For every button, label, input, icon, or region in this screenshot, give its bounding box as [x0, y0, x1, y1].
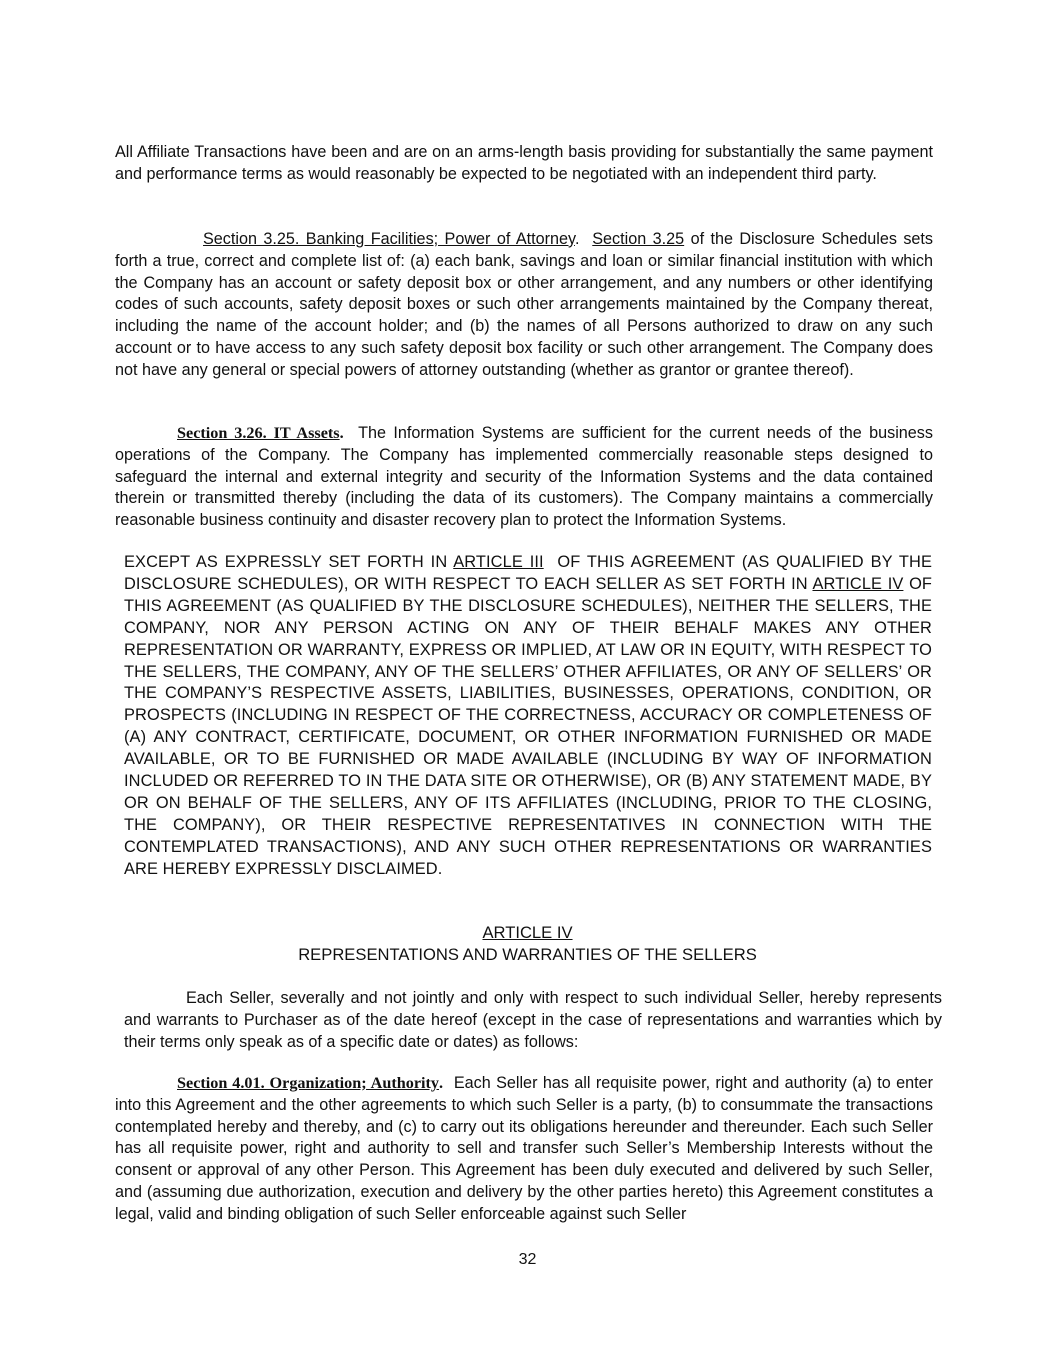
article-iii-reference: ARTICLE III [453, 553, 544, 571]
page-number: 32 [518, 1251, 537, 1268]
section-3-26-paragraph: Section 3.26. IT Assets. The Information Systems are sufficient for the current needs of the business operations of the Company. The Company has implemented commercially reasonable steps designed to safeguard the internal and external integrity and security of the Information Systems and the data contained therein or transmitted thereby (including the data of its customers). The Company maintains a commercially reasonable business continuity and disaster recovery plan to protect the Information Systems. [115, 424, 933, 530]
affiliate-transactions-text: All Affiliate Transactions have been and are on an arms-length basis providing for substantially the same payment and performance terms as would reasonably be expected to be negotiated with an independent third party. [115, 143, 933, 183]
article-intro-paragraph [124, 988, 942, 1053]
disclaimer-text-1: EXCEPT AS EXPRESSLY SET FORTH IN [124, 553, 448, 571]
section-3-26-heading: Section 3.26. IT Assets [177, 424, 340, 442]
article-iv-reference: ARTICLE IV [812, 574, 904, 593]
disclaimer-text-3: OF THIS AGREEMENT (AS QUALIFIED BY THE DISCLOSURE SCHEDULES), NEITHER THE SELLERS, THE COMPANY, NOR ANY PERSON ACTING ON ANY OF THEIR BEHALF MAKES ANY OTHER REPRESENTATION OR WARRANTY, EXPRESS OR IMPLIED, AT LAW OR IN EQUITY, WITH RESPECT TO THE SELLERS, THE COMPANY, ANY OF THE SELLERS’ OTHER AFFILIATES, OR ANY OF SELLERS’ OR THE COMPANY’S RESPECTIVE ASSETS, LIABILITIES, BUSINESSES, OPERATIONS, CONDITION, OR PROSPECTS (INCLUDING IN RESPECT OF THE CORRECTNESS, ACCURACY OR COMPLETENESS OF (A) ANY CONTRACT, CERTIFICATE, DOCUMENT, OR OTHER INFORMATION FURNISHED OR MADE AVAILABLE, OR TO BE FURNISHED OR MADE AVAILABLE (INCLUDING BY WAY OF INFORMATION INCLUDED OR REFERRED TO IN THE DATA SITE OR OTHERWISE), OR (B) ANY STATEMENT MADE, BY OR ON BEHALF OF THE SELLERS, ANY OF ITS AFFILIATES (INCLUDING, PRIOR TO THE CLOSING, THE COMPANY), OR THEIR RESPECTIVE REPRESENTATIVES IN CONNECTION WITH THE CONTEMPLATED TRANSACTIONS), AND ANY SUCH OTHER REPRESENTATIONS OR WARRANTIES ARE HEREBY EXPRESSLY DISCLAIMED. [124, 574, 933, 878]
section-3-25-heading: Section 3.25. Banking Facilities; Power of Attorney [203, 230, 575, 248]
section-3-26-body: The Information Systems are sufficient for the current needs of the business operations of the Company. The Company has implemented commercially reasonable steps designed to safeguard the internal and external integrity and security of the Information Systems and the data contained therein or transmitted thereby (including the data of its customers). The Company maintains a commercially reasonable business continuity and disaster recovery plan to protect the Information Systems. [115, 424, 933, 530]
section-4-01-heading: Section 4.01. Organization; Authority [177, 1074, 440, 1092]
article-intro-text: Each Seller, severally and not jointly and only with respect to such individual Seller, hereby represents and warrants to Purchaser as of the date hereof (except in the case of representations and warranties which by their terms only speak as of a specific date or dates) as follows: [124, 989, 942, 1051]
section-4-01-body: Each Seller has all requisite power, right and authority (a) to enter into this Agreement and the other agreements to which such Seller is a party, (b) to consummate the transactions contemplated hereby and thereby, and (c) to carry out its obligations hereunder and thereunder. Each such Seller has all requisite power, right and authority to sell and transfer such Seller’s Membership Interests without the consent or approval of any other Person. This Agreement has been duly executed and delivered by such Seller, and (assuming due authorization, execution and delivery by the other parties hereto) this Agreement constitutes a legal, valid and binding obligation of such Seller enforceable against such Seller [115, 1074, 933, 1223]
section-3-25-paragraph: Section 3.25. Banking Facilities; Power of Attorney. Section 3.25 of the Disclosure Schedules sets forth a true, correct and complete list of: (a) each bank, savings and loan or similar financial institution with which the Company has an account or safety deposit box or other arrangement, and any numbers or other identifying codes of such accounts, safety deposit boxes or such other arrangements maintained by the Company thereat, including the name of the account holder; and (b) the names of all Persons authorized to draw on any such account or to have access to any such safety deposit box facility or such other arrangement. The Company does not have any general or special powers of attorney outstanding (whether as grantor or grantee thereof). [115, 230, 934, 379]
section-3-25-reference: Section 3.25 [592, 230, 685, 248]
section-4-01-paragraph: Section 4.01. Organization; Authority. Each Seller has all requisite power, right and authority (a) to enter into this Agreement and the other agreements to which such Seller is a party, (b) to consummate the transactions contemplated hereby and thereby, and (c) to carry out its obligations hereunder and thereunder. Each such Seller has all requisite power, right and authority to sell and transfer such Seller’s Membership Interests without the consent or approval of any other Person. This Agreement has been duly executed and delivered by such Seller, and (assuming due authorization, execution and delivery by the other parties hereto) this Agreement constitutes a legal, valid and binding obligation of such Seller enforceable against such Seller [115, 1074, 933, 1223]
article-number: ARTICLE IV [482, 923, 573, 942]
disclaimer-text-2: OF THIS AGREEMENT (AS QUALIFIED BY THE DISCLOSURE SCHEDULES), OR WITH RESPECT TO EACH SELLER AS SET FORTH IN [124, 553, 932, 593]
article-title: REPRESENTATIONS AND WARRANTIES OF THE SELLERS [298, 945, 757, 964]
affiliate-transactions-paragraph [115, 142, 933, 186]
section-3-25-body: of the Disclosure Schedules sets forth a true, correct and complete list of: (a) each bank, savings and loan or similar financial institution with which the Company has an account or safety deposit box or other arrangement, and any numbers or other identifying codes of such accounts, safety deposit boxes or such other arrangements maintained by the Company thereat, including the name of the account holder; and (b) the names of all Persons authorized to draw on any such account or to have access to any such safety deposit box facility or such other arrangement. The Company does not have any general or special powers of attorney outstanding (whether as grantor or grantee thereof). [115, 230, 934, 379]
disclaimer-paragraph [124, 552, 932, 881]
